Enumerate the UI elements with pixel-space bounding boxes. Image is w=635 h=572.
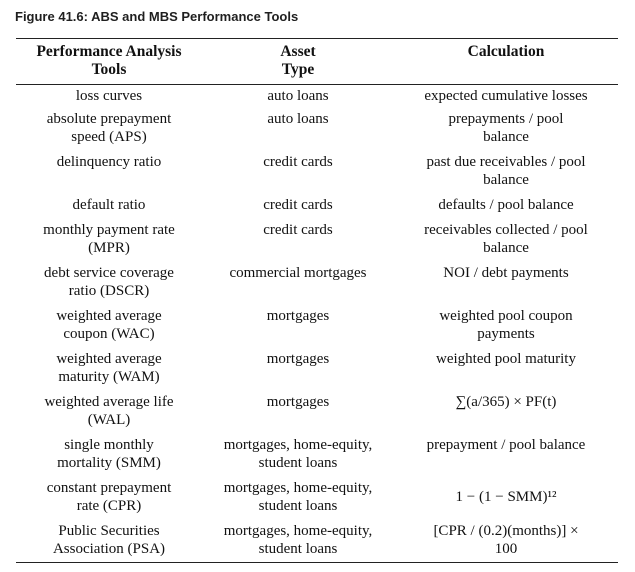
asset-cell: auto loans <box>267 111 329 127</box>
header-tools: Performance Analysis Tools <box>36 43 182 78</box>
table-row <box>16 111 618 154</box>
calc-cell: ∑(a/365) × PF(t) <box>455 394 557 410</box>
tool-cell: weighted average maturity (WAM) <box>56 351 162 385</box>
asset-cell: mortgages, home-equity, student loans <box>223 437 373 471</box>
tool-cell: absolute prepayment speed (APS) <box>46 111 172 145</box>
asset-cell: mortgages, home-equity, student loans <box>223 480 373 514</box>
calc-cell: prepayment / pool balance <box>426 437 586 453</box>
header-calculation: Calculation <box>467 43 545 60</box>
tool-cell: weighted average life (WAL) <box>44 394 174 428</box>
tool-cell: weighted average coupon (WAC) <box>56 308 162 342</box>
header-asset-type: Asset Type <box>280 43 316 78</box>
calc-cell: receivables collected / pool balance <box>424 222 588 256</box>
asset-cell: credit cards <box>263 222 333 238</box>
table-row <box>16 154 618 197</box>
table-row <box>16 351 618 394</box>
table-row <box>16 480 618 523</box>
calc-cell: 1 − (1 − SMM)¹² <box>455 489 557 505</box>
asset-cell: mortgages <box>266 351 330 367</box>
calc-cell: expected cumulative losses <box>424 88 588 104</box>
table-bottom-rule <box>16 562 618 563</box>
asset-cell: mortgages <box>266 308 330 324</box>
tool-cell: single monthly mortality (SMM) <box>57 437 161 471</box>
calc-cell: NOI / debt payments <box>443 265 569 281</box>
table-row <box>16 265 618 308</box>
tool-cell: debt service coverage ratio (DSCR) <box>44 265 174 299</box>
performance-tools-table <box>16 38 618 563</box>
tool-cell: loss curves <box>75 88 143 104</box>
tool-cell: default ratio <box>72 197 146 213</box>
table-row <box>16 523 618 560</box>
table-row <box>16 222 618 265</box>
asset-cell: mortgages, home-equity, student loans <box>223 523 373 557</box>
tool-cell: constant prepayment rate (CPR) <box>46 480 172 514</box>
table-row <box>16 437 618 480</box>
asset-cell: auto loans <box>267 88 329 104</box>
calc-cell: prepayments / pool balance <box>448 111 564 145</box>
calc-cell: past due receivables / pool balance <box>426 154 586 188</box>
calc-cell: weighted pool maturity <box>436 351 576 367</box>
table-row <box>16 88 618 111</box>
calc-cell: weighted pool coupon payments <box>439 308 573 342</box>
asset-cell: mortgages <box>266 394 330 410</box>
figure-title: Figure 41.6: ABS and MBS Performance Tools <box>15 9 299 24</box>
table-row <box>16 308 618 351</box>
calc-cell: defaults / pool balance <box>438 197 574 213</box>
asset-cell: commercial mortgages <box>229 265 367 281</box>
asset-cell: credit cards <box>263 154 333 170</box>
table-body <box>16 85 618 560</box>
calc-cell: [CPR / (0.2)(months)] × 100 <box>433 523 579 557</box>
table-row <box>16 197 618 222</box>
tool-cell: Public Securities Association (PSA) <box>52 523 166 557</box>
table-header-row <box>16 39 618 84</box>
table-row <box>16 394 618 437</box>
asset-cell: credit cards <box>263 197 333 213</box>
tool-cell: monthly payment rate (MPR) <box>43 222 175 256</box>
tool-cell: delinquency ratio <box>56 154 162 170</box>
